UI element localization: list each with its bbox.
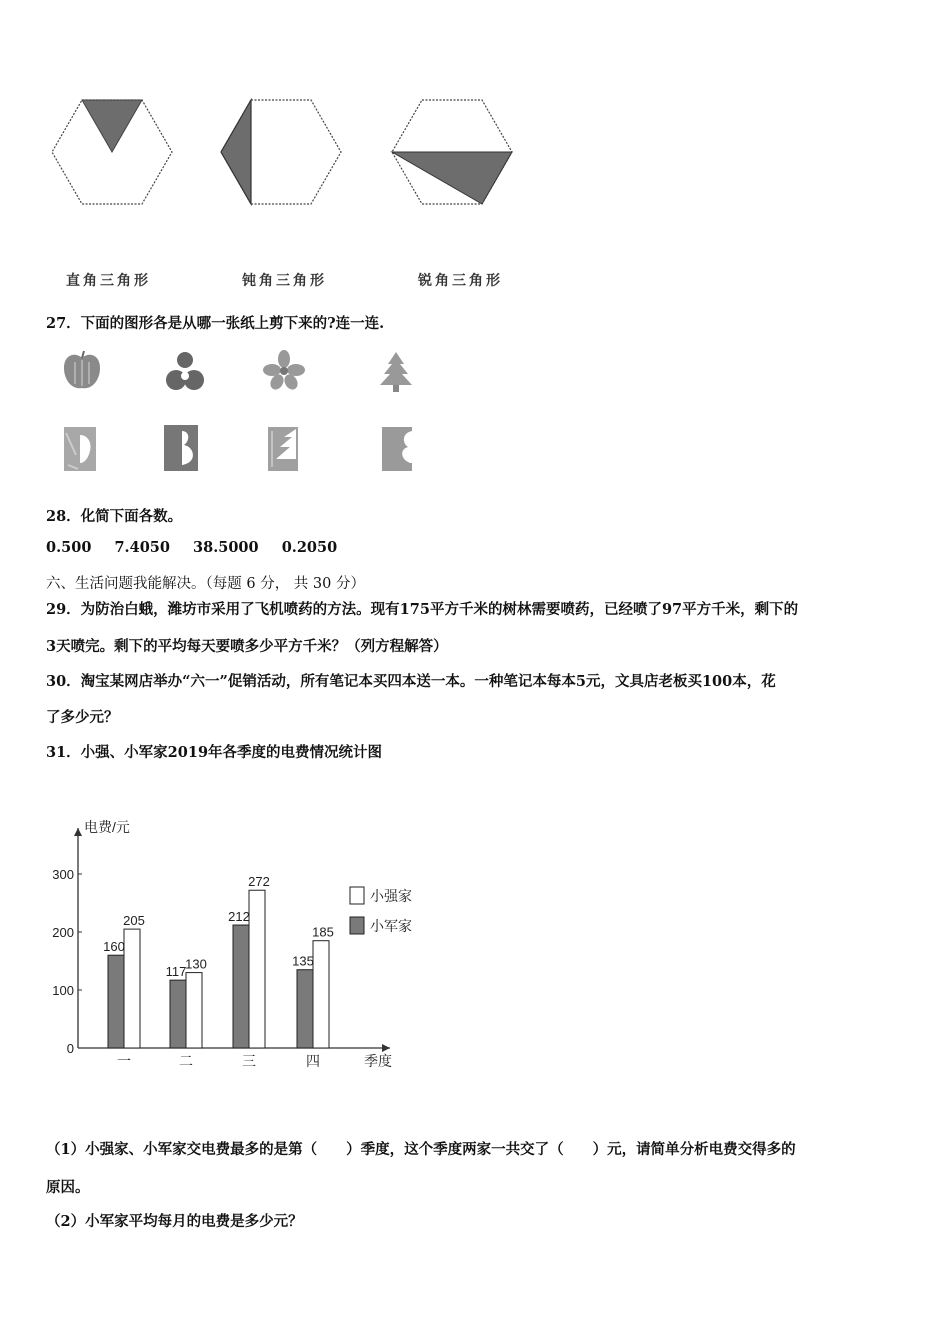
x-axis-arrow	[382, 1044, 390, 1052]
y-axis-label: 电费/元	[84, 819, 130, 835]
data-label-xiaojun: 160	[103, 939, 125, 955]
folded-paper-flower	[380, 425, 414, 473]
q30-line1: 30．淘宝某网店举办“六一”促销活动，所有笔记本买四本送一本。一种笔记本每本5元，文具店老板买100本，花	[46, 673, 776, 690]
x-tick-label: 四	[306, 1053, 320, 1069]
caption-acute-triangle: 锐角三角形	[418, 273, 503, 289]
q27-text: 27．下面的图形各是从哪一张纸上剪下来的?连一连.	[46, 315, 385, 332]
q29-line2: 3天喷完。剩下的平均每天要喷多少平方千米？（列方程解答）	[46, 638, 448, 655]
bar-xiaoqiang	[186, 973, 202, 1048]
q31-sub1-line1: （1）小强家、小军家交电费最多的是第（ ）季度，这个季度两家一共交了（ ）元，请简单分析电费交得多的	[46, 1141, 796, 1158]
q28-text: 28．化简下面各数。	[46, 508, 183, 525]
bar-xiaoqiang	[249, 890, 265, 1048]
data-label-xiaoqiang: 205	[123, 913, 145, 929]
x-tick-label: 二	[179, 1053, 193, 1069]
bar-xiaoqiang	[124, 929, 140, 1048]
bar-xiaoqiang	[313, 941, 329, 1048]
bar-xiaojun	[170, 980, 186, 1048]
folded-paper-apple	[62, 425, 98, 473]
q31-sub2: （2）小军家平均每月的电费是多少元？	[46, 1213, 303, 1230]
bar-xiaojun	[233, 925, 249, 1048]
flower-shape	[262, 350, 306, 390]
q30-line2: 了多少元？	[46, 709, 119, 726]
folded-paper-tree	[266, 425, 300, 473]
hexagon-right-triangle	[50, 92, 174, 208]
apple-shape	[60, 348, 104, 392]
y-tick-label: 100	[52, 983, 74, 998]
y-tick-label: 0	[66, 1041, 74, 1056]
q29-line1: 29．为防治白蛾，潍坊市采用了飞机喷药的方法。现有175平方千米的树林需要喷药，已经喷了97平方千米，剩下的	[46, 601, 799, 618]
x-axis-label: 季度	[364, 1053, 392, 1069]
q31-sub1-line2: 原因。	[46, 1179, 90, 1196]
bar-xiaojun	[108, 955, 124, 1048]
folded-paper-gourd	[162, 423, 200, 473]
data-label-xiaoqiang: 130	[185, 956, 207, 972]
y-tick-label: 200	[52, 925, 74, 940]
q28-number: 0.2050	[281, 539, 338, 556]
q28-number: 38.5000	[193, 539, 259, 556]
x-tick-label: 三	[242, 1053, 256, 1069]
caption-obtuse-triangle: 钝角三角形	[242, 273, 327, 289]
data-label-xiaoqiang: 185	[312, 924, 334, 940]
legend-swatch-xiaojun	[350, 917, 364, 934]
x-tick-label: 一	[117, 1053, 131, 1069]
gourd-shape	[163, 348, 207, 394]
caption-right-triangle: 直角三角形	[66, 273, 151, 289]
q31-title: 31．小强、小军家2019年各季度的电费情况统计图	[46, 744, 383, 761]
q28-number: 7.4050	[114, 539, 170, 556]
legend-label-xiaojun: 小军家	[370, 918, 412, 934]
data-label-xiaojun: 135	[292, 953, 314, 969]
hexagon-acute-triangle	[390, 92, 514, 208]
y-tick-label: 300	[52, 867, 74, 882]
hexagon-obtuse-triangle	[219, 92, 343, 208]
electricity-bar-chart	[40, 810, 440, 1080]
tree-shape	[376, 350, 416, 394]
legend-label-xiaoqiang: 小强家	[370, 888, 412, 904]
q28-number: 0.500	[46, 539, 92, 556]
data-label-xiaoqiang: 272	[248, 874, 270, 890]
section-six-heading: 六、生活问题我能解决。（每题 6 分， 共 30 分）	[46, 576, 365, 592]
q28-numbers	[46, 539, 337, 556]
bar-xiaojun	[297, 970, 313, 1048]
legend-swatch-xiaoqiang	[350, 887, 364, 904]
data-label-xiaojun: 117	[165, 964, 187, 980]
y-axis-arrow	[74, 828, 82, 836]
data-label-xiaojun: 212	[228, 909, 250, 925]
